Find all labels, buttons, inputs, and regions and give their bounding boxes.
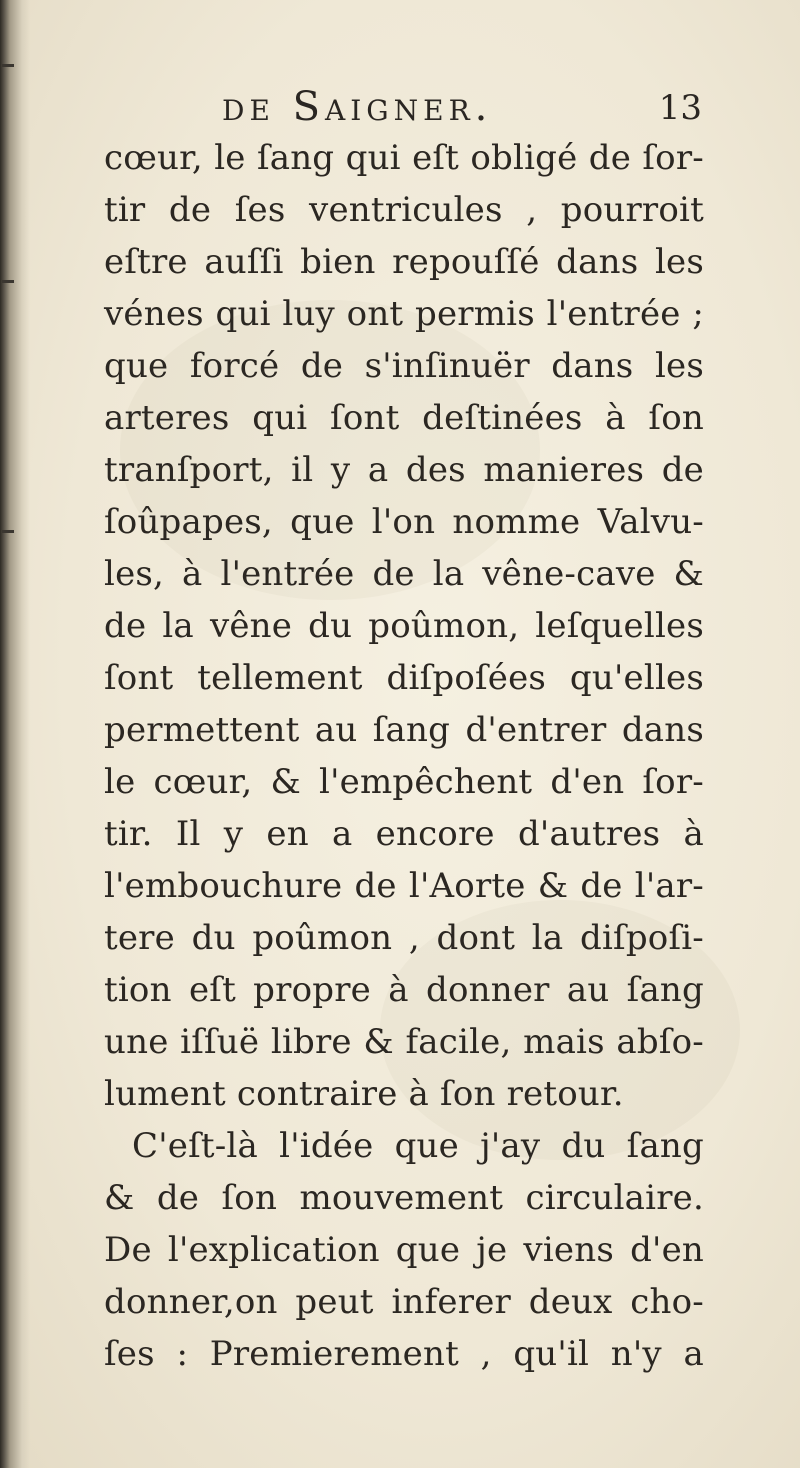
running-head (222, 78, 702, 138)
running-head-title: de Saigner. (222, 84, 493, 130)
text-line: arteres qui ſont deſtinées à ſon (104, 398, 704, 438)
gutter-mark (2, 530, 14, 533)
text-line: ſoûpapes, que l'on nomme Valvu- (104, 502, 704, 542)
text-line: tir. Il y en a encore d'autres à (104, 814, 704, 854)
text-line: donner,on peut inferer deux cho- (104, 1282, 704, 1322)
text-line: les, à l'entrée de la vêne-cave & (104, 554, 704, 594)
text-line: ſes : Premierement , qu'il n'y a (104, 1334, 704, 1374)
text-line: de la vêne du poûmon, leſquelles (104, 606, 704, 646)
text-line: eſtre auſſi bien repouſſé dans les (104, 242, 704, 282)
text-line: tere du poûmon , dont la diſpoſi- (104, 918, 704, 958)
text-line: C'eſt-là l'idée que j'ay du ſang (132, 1126, 704, 1166)
gutter-mark (2, 280, 14, 283)
text-line: tranſport, il y a des manieres de (104, 450, 704, 490)
body-text (104, 132, 704, 1380)
text-line: que forcé de s'inſinuër dans les (104, 346, 704, 386)
page-number: 13 (658, 88, 702, 128)
text-line: lument contraire à ſon retour. (104, 1074, 624, 1114)
text-line: tion eſt propre à donner au ſang (104, 970, 704, 1010)
text-line: De l'explication que je viens d'en (104, 1230, 704, 1270)
text-line: le cœur, & l'empêchent d'en ſor- (104, 762, 704, 802)
text-line: tir de ſes ventricules , pourroit (104, 190, 704, 230)
book-gutter (0, 0, 30, 1468)
text-line: & de ſon mouvement circulaire. (104, 1178, 704, 1218)
text-line: ſont tellement diſpoſées qu'elles (104, 658, 704, 698)
text-line: permettent au ſang d'entrer dans (104, 710, 704, 750)
text-line: une iſſuë libre & facile, mais abſo- (104, 1022, 704, 1062)
text-line: cœur, le ſang qui eſt obligé de ſor- (104, 138, 704, 178)
text-line: l'embouchure de l'Aorte & de l'ar- (104, 866, 704, 906)
gutter-mark (2, 64, 14, 67)
text-line: vénes qui luy ont permis l'entrée ; (104, 294, 704, 334)
